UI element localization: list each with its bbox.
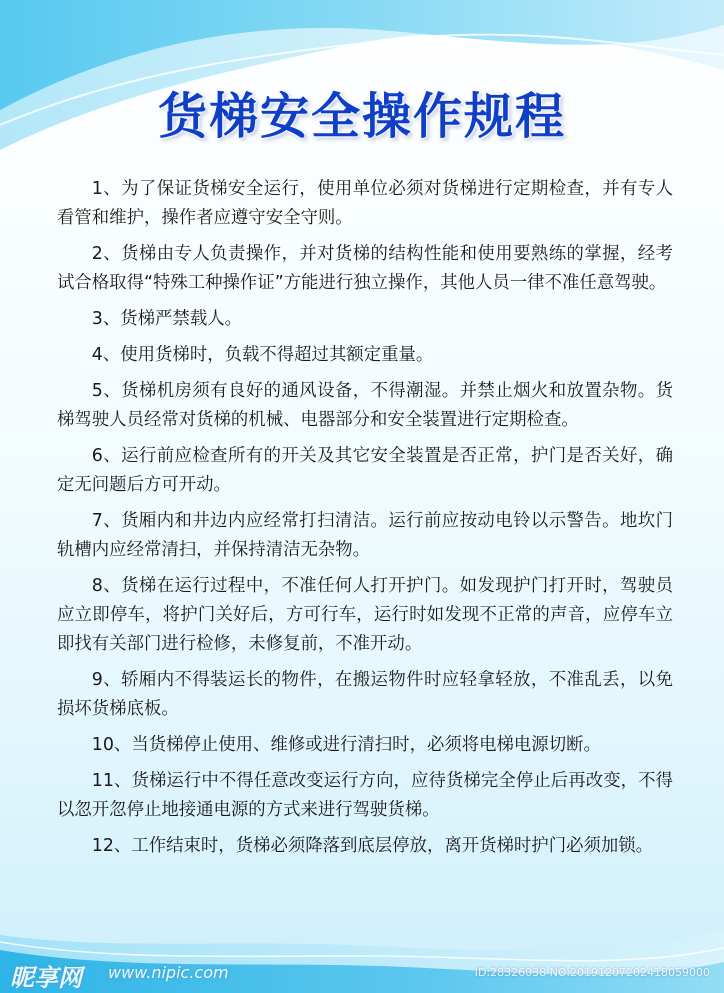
rule-item-7: 7、货厢内和井边内应经常打扫清洁。运行前应按动电铃以示警告。地坎门轨槽内应经常清扫，并保持清洁无杂物。 (57, 511, 673, 560)
rule-item-12: 12、工作结束时，货梯必须降落到底层停放，离开货梯时护门必须加锁。 (91, 836, 654, 856)
rules-list (57, 175, 673, 868)
rule-item-10: 10、当货梯停止使用、维修或进行清扫时，必须将电梯电源切断。 (91, 735, 601, 755)
rule-item-9: 9、轿厢内不得装运长的物件，在搬运物件时应轻拿轻放，不准乱丢，以免损坏货梯底板。 (57, 670, 673, 719)
page-title: 货梯安全操作规程 (157, 88, 566, 145)
watermark-id: ID:28326038 NO:20191207202418059000 (474, 966, 710, 979)
watermark-url: www.nipic.com (108, 963, 229, 982)
rule-item-11: 11、货梯运行中不得任意改变运行方向，应待货梯完全停止后再改变，不得以忽开忽停止地接通电源的方式来进行驾驶货梯。 (57, 771, 673, 820)
rule-item-2: 2、货梯由专人负责操作，并对货梯的结构性能和使用要熟练的掌握，经考试合格取得“特殊工种操作证”方能进行独立操作，其他人员一律不准任意驾驶。 (57, 244, 673, 293)
rule-item-5: 5、货梯机房须有良好的通风设备，不得潮湿。并禁止烟火和放置杂物。货梯驾驶人员经常对货梯的机械、电器部分和安全装置进行定期检查。 (57, 381, 673, 430)
rule-item-1: 1、为了保证货梯安全运行，使用单位必须对货梯进行定期检查，并有专人看管和维护，操作者应遵守安全守则。 (57, 179, 673, 228)
rule-item-8: 8、货梯在运行过程中，不准任何人打开护门。如发现护门打开时，驾驶员应立即停车，将护门关好后，方可行车，运行时如发现不正常的声音，应停车立即找有关部门进行检修，未修复前，不准开动。 (57, 576, 673, 654)
rule-item-6: 6、运行前应检查所有的开关及其它安全装置是否正常，护门是否关好，确定无问题后方可开动。 (57, 446, 673, 495)
watermark-logo: 昵享网 (10, 964, 82, 992)
rule-item-3: 3、货梯严禁载人。 (91, 309, 242, 329)
rule-item-4: 4、使用货梯时，负载不得超过其额定重量。 (91, 345, 434, 365)
